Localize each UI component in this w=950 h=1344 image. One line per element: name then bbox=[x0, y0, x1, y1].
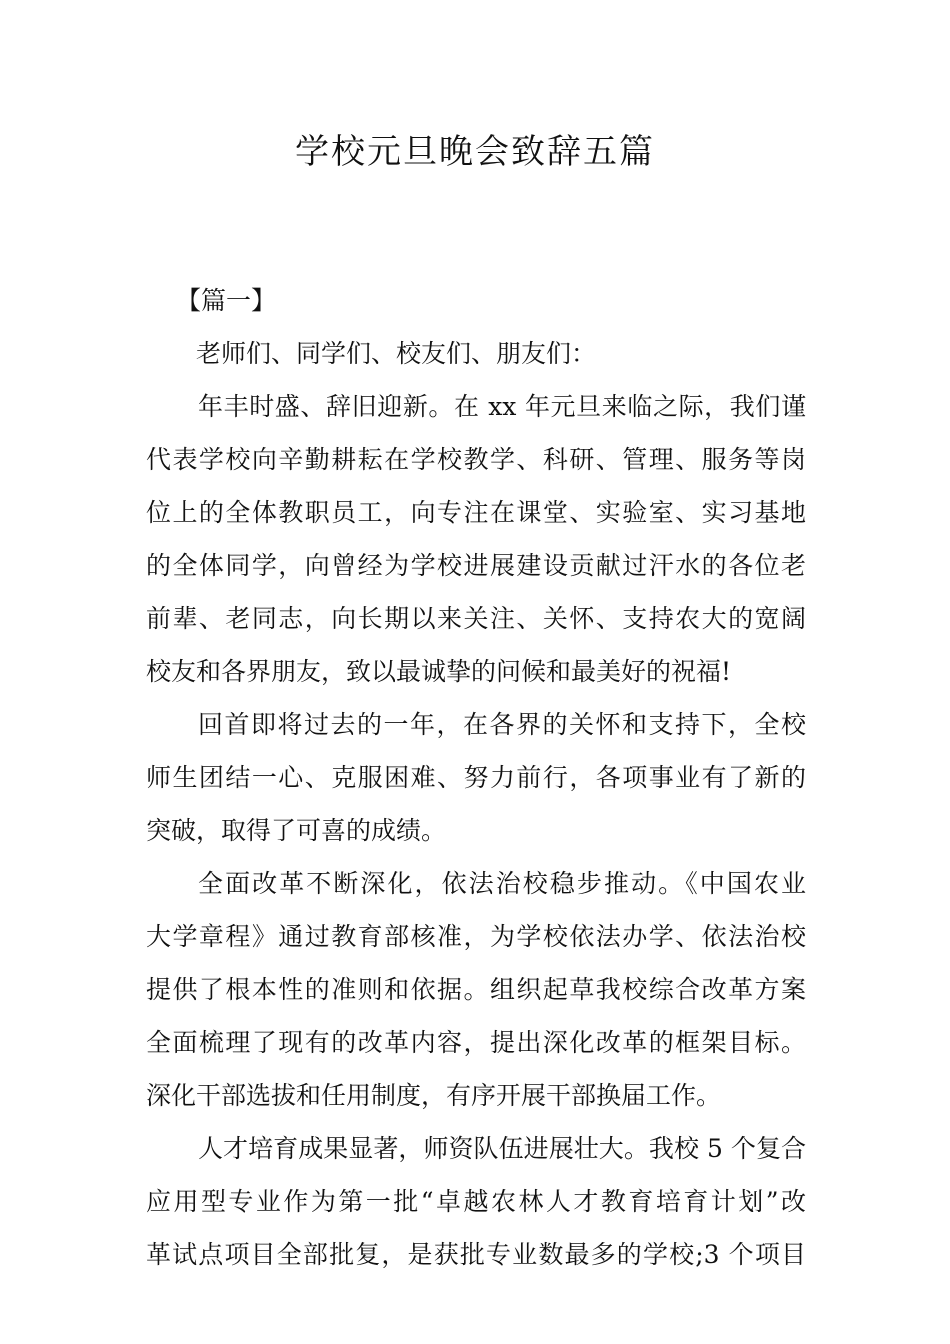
paragraph-line: 提供了根本性的准则和依据。组织起草我校综合改革方案 bbox=[146, 975, 806, 1004]
paragraph-line: 全面梳理了现有的改革内容，提出深化改革的框架目标。 bbox=[146, 1028, 806, 1057]
paragraph-line: 回首即将过去的一年，在各界的关怀和支持下，全校 bbox=[198, 710, 806, 739]
paragraph bbox=[146, 698, 806, 857]
paragraph-line: 突破，取得了可喜的成绩。 bbox=[146, 816, 447, 845]
paragraph-line: 代表学校向辛勤耕耘在学校教学、科研、管理、服务等岗 bbox=[146, 445, 806, 474]
paragraph bbox=[146, 857, 806, 1122]
paragraph-line: 革试点项目全部批复，是获批专业数最多的学校;3 个项目 bbox=[146, 1240, 806, 1269]
paragraph-line: 人才培育成果显著，师资队伍进展壮大。我校 5 个复合 bbox=[198, 1134, 806, 1163]
paragraph-line: 校友和各界朋友，致以最诚挚的问候和最美好的祝福! bbox=[146, 657, 732, 686]
paragraph-line: 师生团结一心、克服困难、努力前行，各项事业有了新的 bbox=[146, 763, 806, 792]
paragraph-line: 年丰时盛、辞旧迎新。在 xx 年元旦来临之际，我们谨 bbox=[198, 392, 806, 421]
paragraph-line: 大学章程》通过教育部核准，为学校依法办学、依法治校 bbox=[146, 922, 806, 951]
document-body bbox=[146, 274, 806, 1281]
document-title: 学校元旦晚会致辞五篇 bbox=[295, 132, 655, 172]
paragraph bbox=[146, 380, 806, 698]
paragraph bbox=[146, 1122, 806, 1281]
paragraph-line: 全面改革不断深化，依法治校稳步推动。《中国农业 bbox=[198, 869, 806, 898]
paragraph-line: 位上的全体教职员工，向专注在课堂、实验室、实习基地 bbox=[146, 498, 806, 527]
paragraph-line: 的全体同学，向曾经为学校进展建设贡献过汗水的各位老 bbox=[146, 551, 806, 580]
paragraph-line: 深化干部选拔和任用制度，有序开展干部换届工作。 bbox=[146, 1081, 722, 1110]
paragraph-line: 应用型专业作为第一批“卓越农林人才教育培育计划”改 bbox=[146, 1187, 806, 1216]
paragraph-line: 前辈、老同志，向长期以来关注、关怀、支持农大的宽阔 bbox=[146, 604, 806, 633]
section-label: 【篇一】 bbox=[176, 286, 277, 315]
salutation: 老师们、同学们、校友们、朋友们： bbox=[196, 339, 597, 368]
